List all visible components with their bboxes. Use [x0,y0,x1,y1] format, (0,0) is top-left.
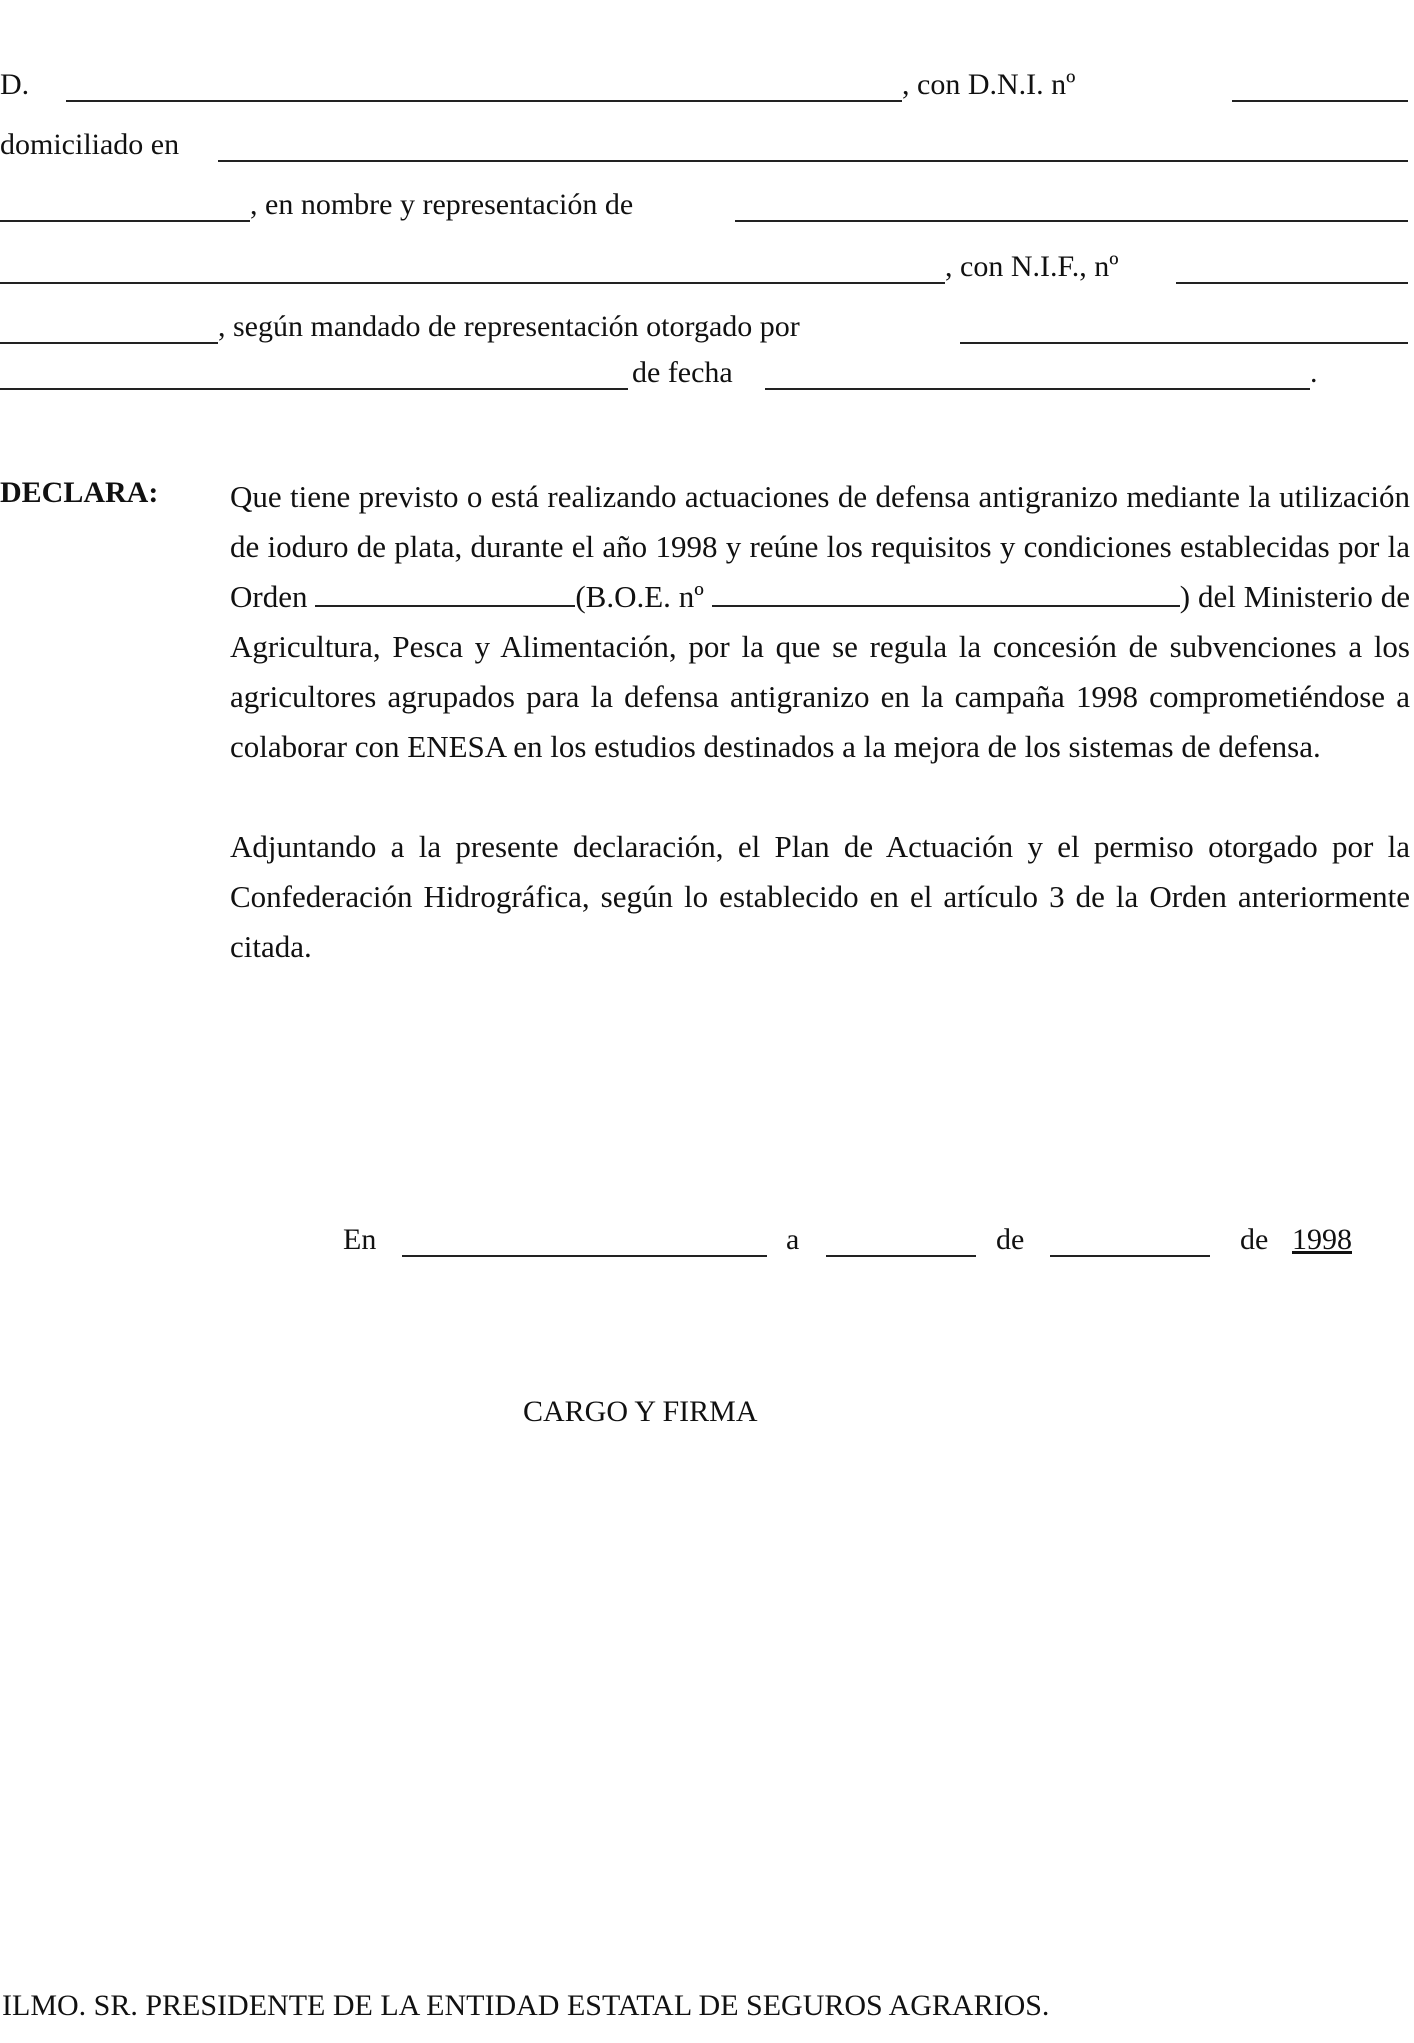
represented-entity-field[interactable] [735,220,1408,222]
day-field[interactable] [826,1255,976,1257]
year-value: 1998 [1292,1223,1352,1256]
declara-label: DECLARA: [0,476,159,509]
label-mandado: , según mandado de representación otorgado por [218,310,800,343]
addressee: ILMO. SR. PRESIDENTE DE LA ENTIDAD ESTATAL DE SEGUROS AGRARIOS. [2,1989,1050,2022]
label-a: a [786,1223,800,1256]
nif-field[interactable] [1176,282,1408,284]
declaration-paragraph-1 [230,472,1410,772]
boe-number-field[interactable] [712,579,1180,607]
declaration-text-boe: (B.O.E. nº [575,579,704,614]
declaration-paragraph-2 [230,822,1410,972]
address-cont-field[interactable] [0,220,250,222]
grantor-cont-field[interactable] [0,388,628,390]
label-dni: , con D.N.I. nº [902,68,1076,101]
label-d: D. [0,68,30,101]
label-domicilio: domiciliado en [0,128,180,161]
grantor-field[interactable] [960,342,1408,344]
signature-label: CARGO Y FIRMA [523,1395,758,1428]
label-nif: , con N.I.F., nº [945,250,1119,283]
dni-field[interactable] [1232,100,1408,102]
address-field[interactable] [218,160,1408,162]
label-de-2: de [1240,1223,1269,1256]
label-en: En [343,1223,377,1256]
date-field[interactable] [765,388,1310,390]
declaration-text-c: ) del Ministerio de Agricultura, Pesca y Alimentación, por la que se regula la concesión de subvenciones a los agricultores agrupados para la defensa antigranizo en la campaña 1998 comprometiéndose a colaborar con ENESA en los estudios destinados a la mejora de los sistemas de defensa. [230,579,1411,764]
declaration-text-a: Que tiene previsto o está realizando actuaciones de defensa antigranizo mediante la utilización de ioduro de plata, durante el año 1998 y reúne los requisitos y condiciones establecidas por la Orden [230,479,1410,614]
entity-cont-field[interactable] [0,282,945,284]
declaration-body [230,472,1410,972]
nif-cont-field[interactable] [0,342,218,344]
month-field[interactable] [1050,1255,1210,1257]
declaration-text-p2: Adjuntando a la presente declaración, el Plan de Actuación y el permiso otorgado por la Confederación Hidrográfica, según lo establecido en el artículo 3 de la Orden anteriormente citada. [230,829,1410,964]
name-field[interactable] [66,100,902,102]
label-de-1: de [996,1223,1025,1256]
label-representacion: , en nombre y representación de [250,188,634,221]
label-fecha: de fecha [632,356,733,389]
line-end-period: . [1310,356,1318,389]
place-field[interactable] [402,1255,767,1257]
orden-field[interactable] [315,579,575,607]
